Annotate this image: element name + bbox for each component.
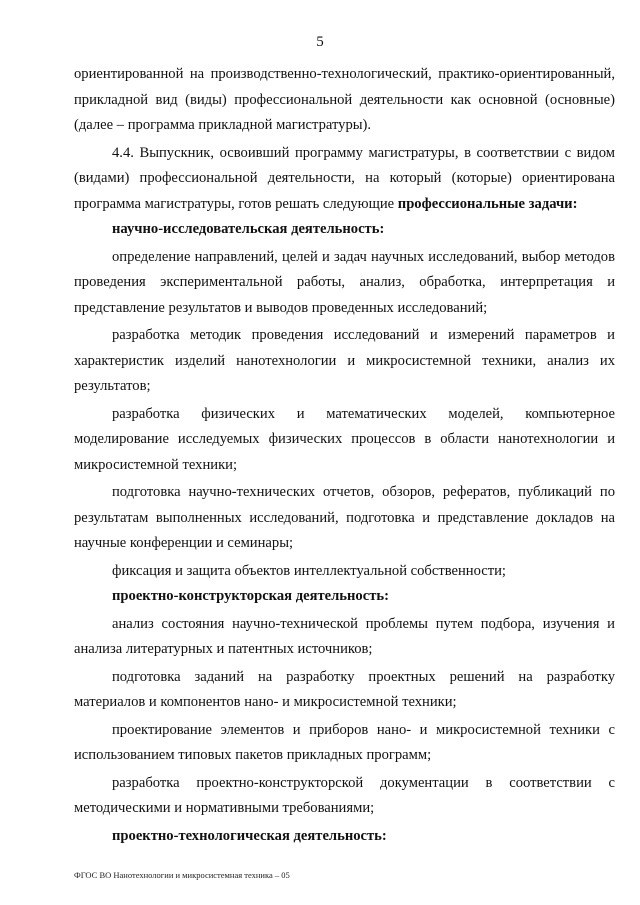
professional-tasks-heading: профессиональные задачи: [397,195,578,212]
task-item: определение направлений, целей и задач научных исследований, выбор методов проведения экспериментальной работы, анализ, обработка, интерпретация и представление результатов и выводов проведенных исследований; [74,248,615,316]
task-item: анализ состояния научно-технической проблемы путем подбора, изучения и анализа литературных и патентных источников; [74,615,615,657]
heading-design-activity: проектно-конструкторская деятельность: [112,588,389,604]
paragraph-4-4 [74,141,615,218]
page-footer: ФГОС ВО Нанотехнологии и микросистемная техника – 05 [74,870,290,880]
task-item: подготовка научно-технических отчетов, обзоров, рефератов, публикаций по результатам выполненных исследований, подготовка и представление докладов на научные конференции и семинары; [74,484,615,551]
task-item: подготовка заданий на разработку проектных решений на разработку материалов и компонентов нано- и микросистемной техники; [74,668,615,710]
document-body [74,62,615,849]
paragraph-4-4-text: 4.4. Выпускник, освоивший программу магистратуры, в соответствии с видом (видами) профессиональной деятельности, на который (которые) ориентирована программа магистратуры, готов решать следующие [74,144,615,212]
task-item: фиксация и защита объектов интеллектуальной собственности; [112,562,506,579]
task-item: разработка физических и математических моделей, компьютерное моделирование исследуемых физических процессов в области нанотехнологии и микросистемной техники; [74,405,615,473]
task-item: разработка методик проведения исследований и измерений параметров и характеристик изделий нанотехнологии и микросистемной техники, анализ их результатов; [74,327,615,394]
task-item: проектирование элементов и приборов нано- и микросистемной техники с использованием типовых пакетов прикладных программ; [74,721,615,763]
page-number: 5 [316,34,324,50]
heading-research-activity: научно-исследовательская деятельность: [112,221,385,237]
task-item: разработка проектно-конструкторской документации в соответствии с методическими и нормативными требованиями; [74,774,615,816]
heading-technology-activity: проектно-технологическая деятельность: [112,827,387,844]
paragraph-intro-continuation: ориентированной на производственно-технологический, практико-ориентированный, прикладной вид (виды) профессиональной деятельности как основной (основные) (далее – программа прикладной магистратуры). [74,66,615,133]
